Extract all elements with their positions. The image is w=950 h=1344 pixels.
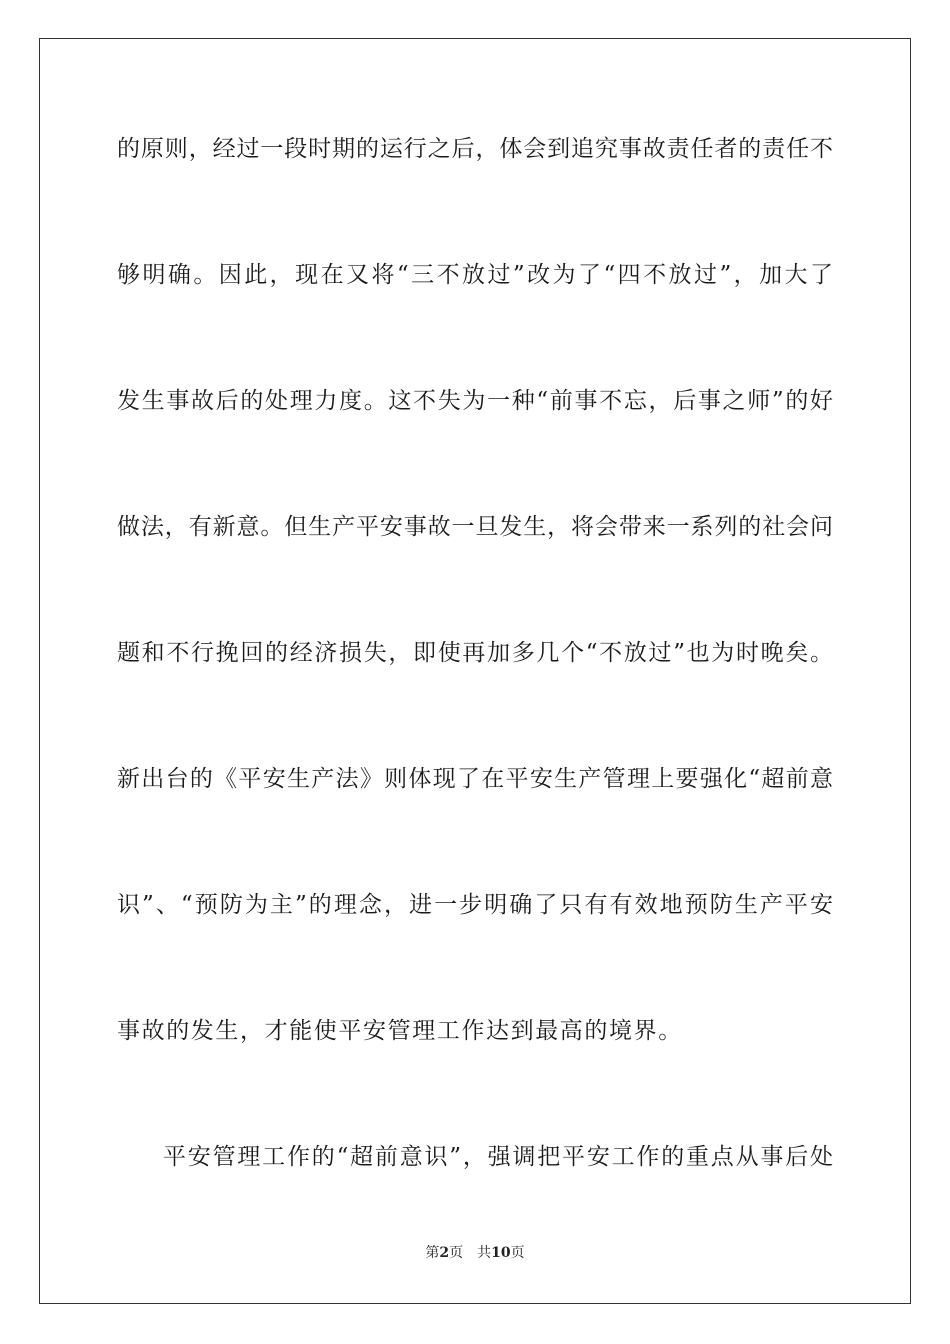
text-line-7: 识”、“预防为主”的理念，进一步明确了只有有效地预防生产平安 <box>117 892 833 918</box>
paragraph-first-line: 平安管理工作的“超前意识”，强调把平安工作的重点从事后处 <box>163 1144 833 1170</box>
total-pages: 10 <box>491 1245 511 1261</box>
page-prefix: 第 <box>425 1245 440 1261</box>
page-footer <box>0 1244 950 1262</box>
total-suffix: 页 <box>510 1245 525 1261</box>
page-suffix: 页 <box>449 1245 464 1261</box>
page-border <box>39 38 911 1304</box>
text-line-4: 做法，有新意。但生产平安事故一旦发生，将会带来一系列的社会问 <box>117 514 833 540</box>
text-line-6: 新出台的《平安生产法》则体现了在平安生产管理上要强化“超前意 <box>117 766 833 792</box>
text-line-8: 事故的发生，才能使平安管理工作达到最高的境界。 <box>117 1018 683 1044</box>
text-line-3: 发生事故后的处理力度。这不失为一种“前事不忘，后事之师”的好 <box>117 388 833 414</box>
page-number: 2 <box>439 1245 450 1261</box>
text-line-5: 题和不行挽回的经济损失，即使再加多几个“不放过”也为时晚矣。 <box>117 640 833 666</box>
total-prefix: 共 <box>477 1245 492 1261</box>
text-line-2: 够明确。因此，现在又将“三不放过”改为了“四不放过”，加大了 <box>117 262 833 288</box>
text-line-1: 的原则，经过一段时期的运行之后，体会到追究事故责任者的责任不 <box>117 136 833 162</box>
